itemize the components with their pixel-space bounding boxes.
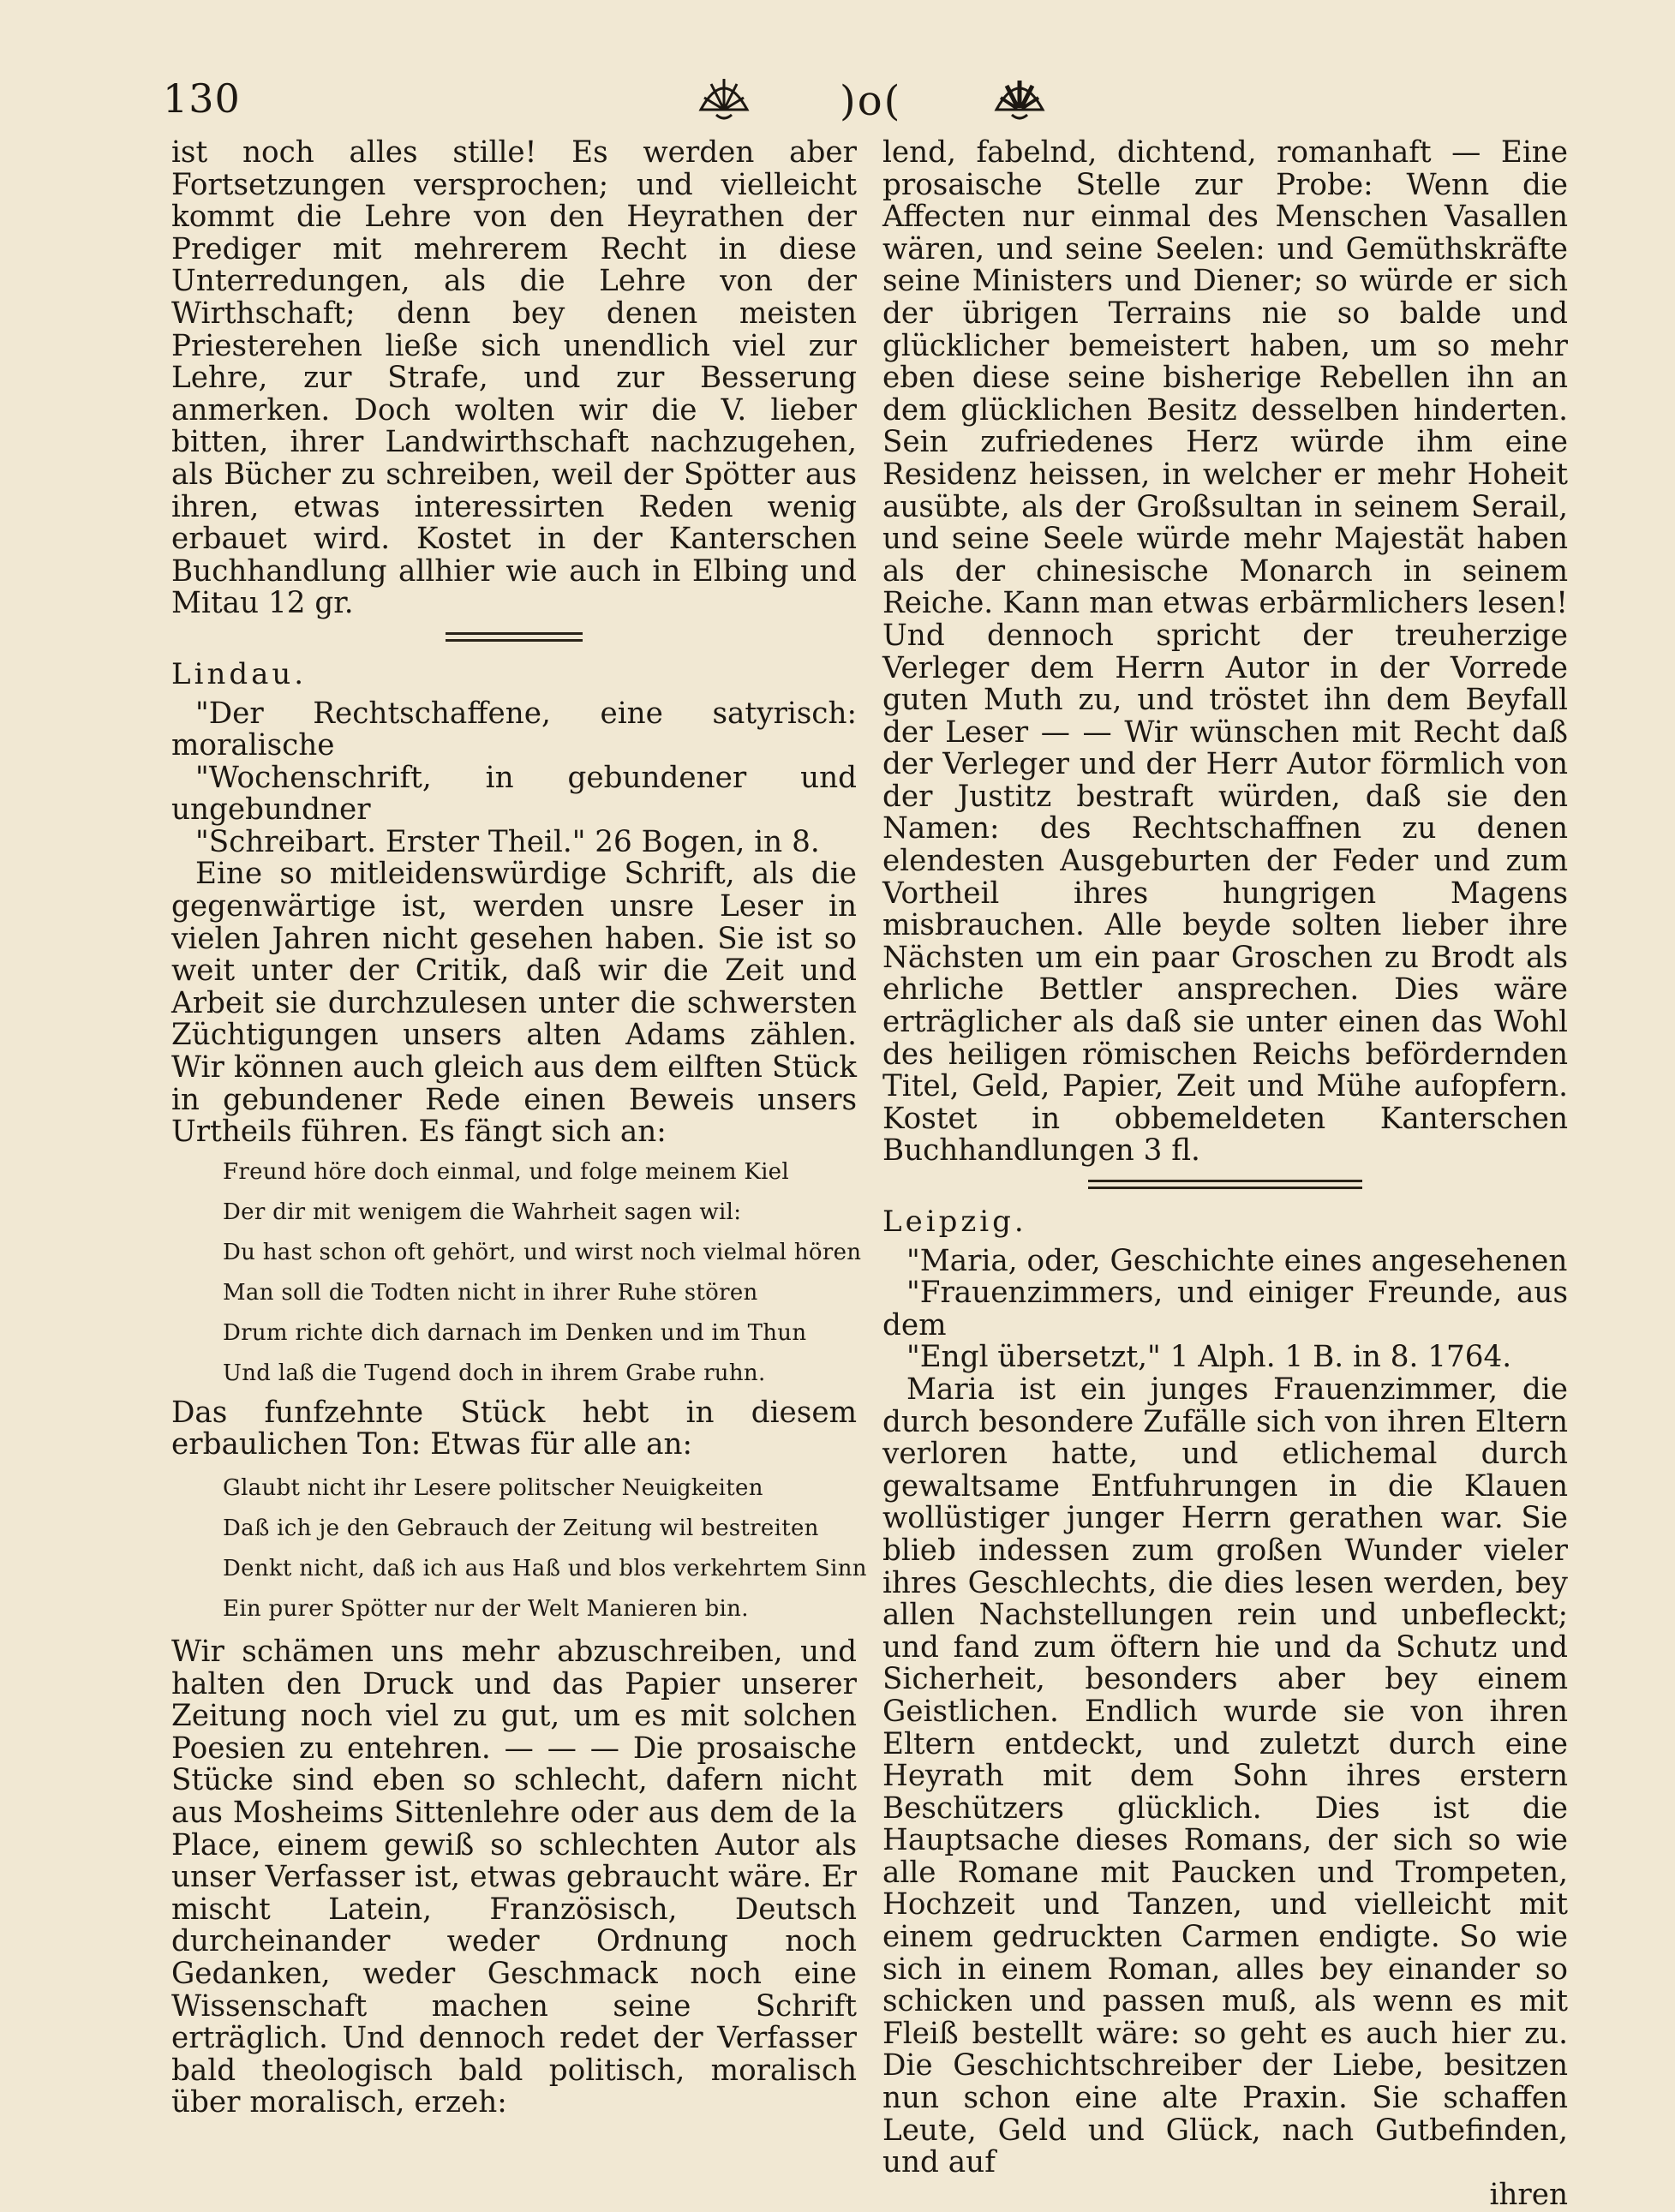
verse-line: Drum richte dich darnach im Denken und im Thun bbox=[223, 1319, 807, 1346]
section-rule bbox=[882, 1168, 1568, 1193]
review-paragraph: Maria ist ein junges Frauenzimmer, die durch besondere Zufälle sich von ihren Eltern verloren hatte, und etlichemal durch gewaltsame Entfuhrungen in die Klauen wollüstiger junger Herrn gerathen war. Sie blieb indessen zum großen Wunder vieler ihres Geschlechts, die dies lesen werden, bey allen Nachstellungen rein und unbefleckt; und fand zum öftern hie und da Schutz und Sicherheit, besonders aber bey einem Geistlichen. Endlich wurde sie von ihren Eltern entdeckt, und zuletzt durch eine Heyrath mit dem Sohn ihres erstern Beschützers glücklich. Dies ist die Hauptsache dieses Romans, der sich so wie alle Romane mit Paucken und Trompeten, Hochzeit und Tanzen, und vielleicht mit einem gedruckten Carmen endigte. So wie sich in einem Roman, alles bey einander so schicken und passen muß, als wenn es mit Fleiß bestellt wäre: so geht es auch hier zu. Die Geschichtschreiber der Liebe, besitzen nun schon eine alte Praxin. Sie schaffen Leute, Geld und Glück, nach Gutbefinden, und auf bbox=[882, 1372, 1568, 2180]
verse-line: Und laß die Tugend doch in ihrem Grabe ruhn. bbox=[223, 1360, 766, 1386]
verse-line: Freund höre doch einmal, und folge meinem Kiel bbox=[223, 1158, 789, 1185]
book-title-block bbox=[882, 1243, 1568, 1375]
title-line: "Engl übersetzt," 1 Alph. 1 B. in 8. 1764. bbox=[906, 1340, 1512, 1375]
dateline-leipzig: Leipzig. bbox=[882, 1205, 1027, 1239]
verse-line: Man soll die Todten nicht in ihrer Ruhe stören bbox=[223, 1279, 758, 1306]
review-paragraph: Wir schämen uns mehr abzuschreiben, und halten den Druck und das Papier unserer Zeitung noch viel zu gut, um es mit solchen Poesien zu entehren. — — — Die prosaische Stücke sind eben so schlecht, dafern nicht aus Mosheims Sittenlehre oder aus dem de la Place, einem gewiß so schlechten Autor als unser Verfasser ist, etwas gebraucht wäre. Er mischt Latein, Französisch, Deutsch durcheinander weder Ordnung noch Gedanken, weder Geschmack noch eine Wissenschaft machen seine Schrift erträglich. Und dennoch redet der Verfasser bald theologisch bald politisch, moralisch über moralisch, erzeh: bbox=[171, 1635, 857, 2120]
review-paragraph: Das funfzehnte Stück hebt in diesem erbaulichen Ton: Etwas für alle an: bbox=[171, 1395, 857, 1462]
verse-line: Glaubt nicht ihr Lesere politscher Neuigkeiten bbox=[223, 1475, 763, 1501]
quoted-verse bbox=[171, 1468, 867, 1629]
title-line: "Schreibart. Erster Theil." 26 Bogen, in 8. bbox=[195, 824, 820, 859]
title-line: "Wochenschrift, in gebundener und ungebundner bbox=[171, 760, 857, 828]
catchword: ihren bbox=[1489, 2177, 1568, 2212]
page-number: 130 bbox=[163, 75, 241, 122]
heavy-rule bbox=[446, 632, 583, 642]
title-line: "Der Rechtschaffene, eine satyrisch: moralische bbox=[171, 696, 857, 763]
verse-line: Denkt nicht, daß ich aus Haß und blos verkehrtem Sinn bbox=[223, 1556, 867, 1581]
book-title-block bbox=[171, 698, 857, 859]
dateline-lindau: Lindau. bbox=[171, 656, 308, 691]
heavy-rule bbox=[1088, 1180, 1362, 1189]
left-column bbox=[171, 135, 867, 2120]
title-line: "Maria, oder, Geschichte eines angesehenen bbox=[906, 1243, 1568, 1278]
review-paragraph: Eine so mitleidenswürdige Schrift, als die gegenwärtige ist, werden unsre Leser in vielen Jahren nicht gesehen haben. Sie ist so weit unter der Critik, daß wir die Zeit und Arbeit sie durchzulesen unter die schwersten Züchtigungen unsers alten Adams zählen. Wir können auch gleich aus dem eilften Stück in gebundener Rede einen Beweis unsers Urtheils führen. Es fängt sich an: bbox=[171, 857, 857, 1150]
right-column bbox=[882, 137, 1568, 2211]
title-line: "Frauenzimmers, und einiger Freunde, aus dem bbox=[882, 1276, 1568, 1342]
verse-line: Ein purer Spötter nur der Welt Manieren bin. bbox=[223, 1596, 749, 1622]
verse-line: Du hast schon oft gehört, und wirst noch vielmal hören bbox=[223, 1239, 862, 1265]
review-paragraph: lend, fabelnd, dichtend, romanhaft — Eine prosaische Stelle zur Probe: Wenn die Affecten nur einmal des Menschen Vasallen wären, und seine Seelen: und Gemüthskräfte seine Ministers und Diener; so würde er sich der übrigen Terrains nie so balde und glücklicher bemeistert haben, um so mehr eben diese seine bisherige Rebellen ihn an dem glücklichen Besitz desselben hinderten. Sein zufriedenes Herz würde ihm eine Residenz heissen, in welcher er mehr Hoheit ausübte, als der Großsultan in seinem Serail, und seine Seele würde mehr Majestät haben als der chinesische Monarch in seinem Reiche. Kann man etwas erbärmlichers lesen! Und dennoch spricht der treuherzige Verleger dem Herrn Autor in der Vorrede guten Muth zu, und tröstet ihn dem Beyfall der Leser — — Wir wünschen mit Recht daß der Verleger und der Herr Autor förmlich von der Justitz bestraft würden, daß sie den Namen: des Rechtschaffnen zu denen elendesten Ausgeburten der Feder und zum Vortheil ihres hungrigen Magens misbrauchen. Alle beyde solten lieber ihre Nächsten um ein paar Groschen zu Brodt als ehrliche Bettler ansprechen. Dies wäre erträglicher als daß sie unter einen das Wohl des heiligen römischen Reichs befördernden Titel, Geld, Papier, Zeit und Mühe aufopfern. Kostet in obbemeldeten Kanterschen Buchhandlungen 3 fl. bbox=[882, 135, 1568, 1169]
verse-line: Der dir mit wenigem die Wahrheit sagen wil: bbox=[223, 1199, 742, 1225]
quoted-verse bbox=[171, 1152, 862, 1394]
page-header bbox=[163, 67, 1559, 135]
shell-ornament-icon bbox=[694, 67, 754, 127]
shell-ornament-icon bbox=[990, 67, 1050, 127]
article-continuation: ist noch alles stille! Es werden aber Fortsetzungen versprochen; und vielleicht kommt die Lehre von den Heyrathen der Prediger mit mehrerem Recht in diese Unterredungen, als die Lehre von der Wirthschaft; denn bey denen meisten Priesterehen ließe sich unendlich viel zur Lehre, zur Strafe, und zur Besserung anmerken. Doch wolten wir die V. lieber bitten, ihrer Landwirthschaft nachzugehen, als Bücher zu schreiben, weil der Spötter aus ihren, etwas interessirten Reden wenig erbauet wird. Kostet in der Kanterschen Buchhandlung allhier wie auch in Elbing und Mitau 12 gr. bbox=[171, 135, 857, 621]
header-divider-glyph: )o( bbox=[840, 77, 902, 125]
verse-line: Daß ich je den Gebrauch der Zeitung wil bestreiten bbox=[223, 1516, 819, 1541]
section-rule bbox=[171, 620, 857, 645]
